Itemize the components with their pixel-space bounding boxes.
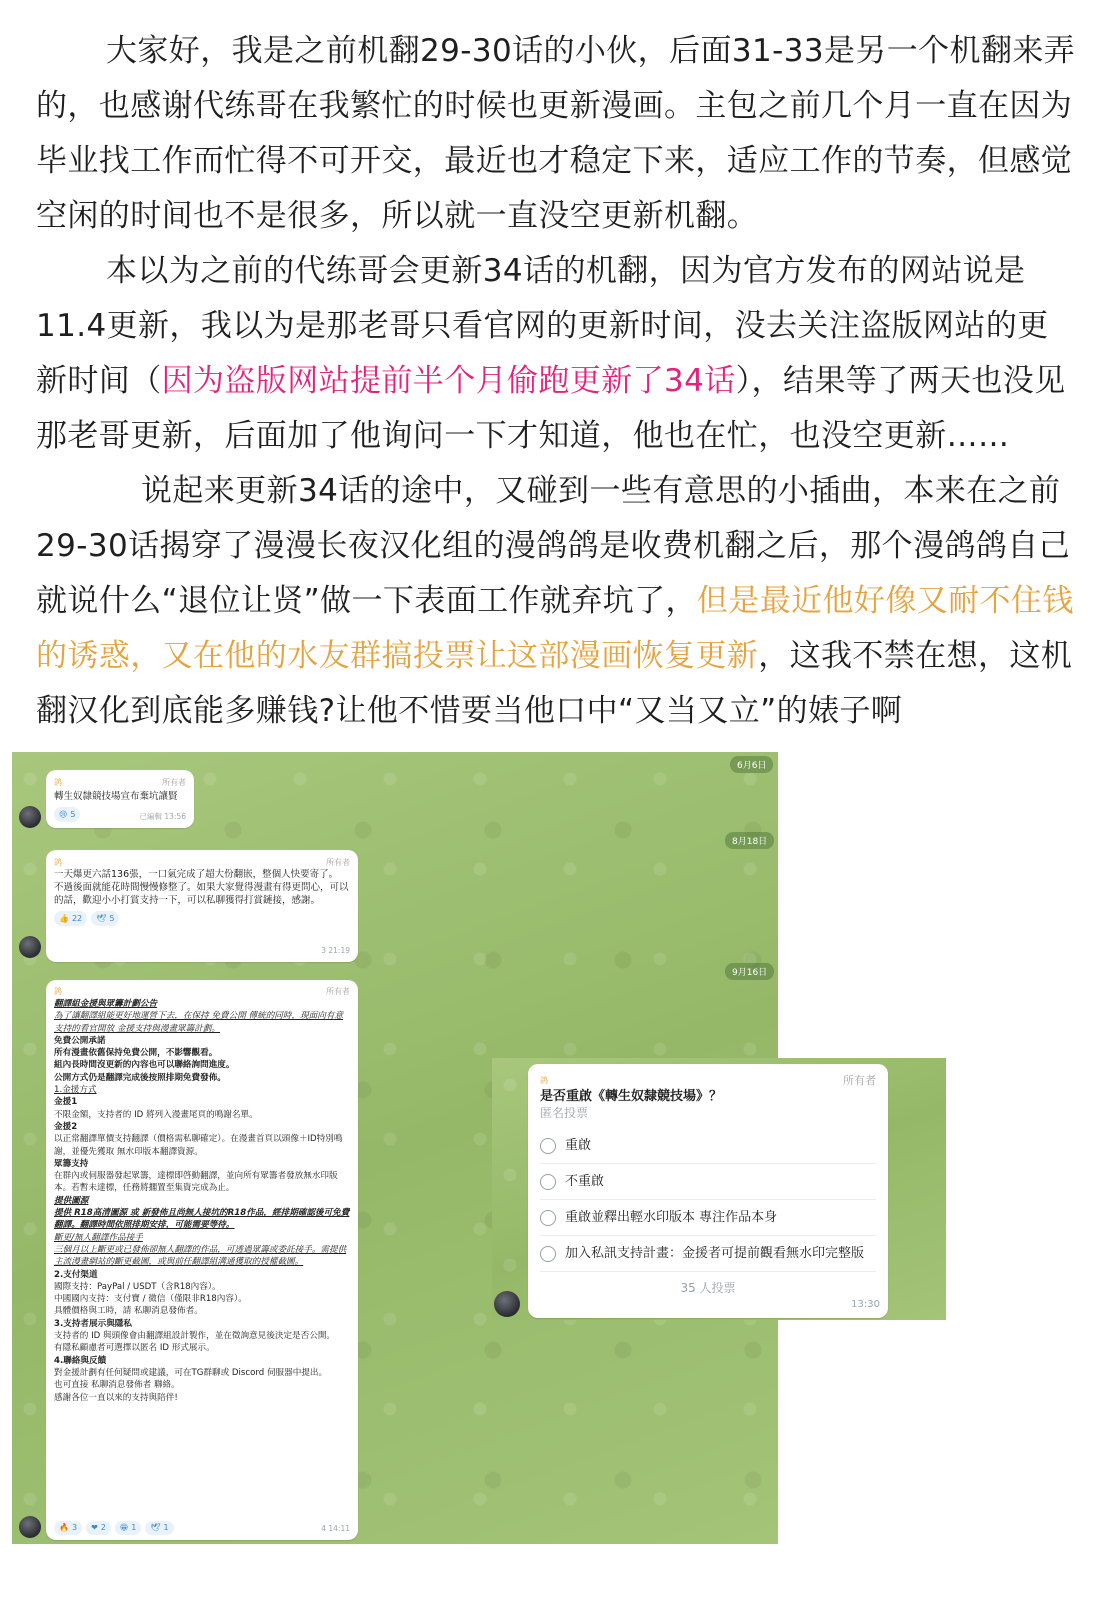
poll-question: 是否重啟《轉生奴隸競技場》？ [540, 1089, 723, 1104]
reaction-chip[interactable]: 😁 1 [115, 1521, 141, 1535]
radio-button[interactable] [540, 1174, 556, 1190]
reaction-chip[interactable]: 🕊 1 [145, 1521, 173, 1535]
reaction-chip[interactable]: ❤ 2 [86, 1521, 111, 1535]
poll-bubble[interactable] [528, 1064, 888, 1318]
reaction-chip[interactable]: 😢 5 [54, 807, 80, 822]
paragraph-2: 本以为之前的代练哥会更新34话的机翻，因为官方发布的网站说是11.4更新，我以为是那老哥只看官网的更新时间，没去关注盗版网站的更新时间（因为盗版网站提前半个月偷跑更新了34话），结果等了两天也没见那老哥更新，后面加了他询问一下才知道，他也在忙，也没空更新…… [36, 253, 1066, 454]
sender-name[interactable]: 鸽 [54, 778, 62, 787]
poll-option[interactable]: 重啟 [540, 1128, 876, 1164]
announcement-text: 翻譯組金援與眾籌計劃公告 為了讓翻譯組能更好地運營下去，在保持 免費公開 傳統的同時，現面向有意支持的看官開放 金援支持與漫畫眾籌計劃。 免費公開承諾 所有漫畫依舊保持免費公開，不影響觀看。 組內長時間沒更新的內容也可以聯絡詢問進度。 公開方式仍是翻譯完成後按照排期免費發佈。 1.金援方式 金援1 不限金額，支持者的 ID 將列入漫畫尾頁的鳴謝名單。 金援2 以正常翻譯單價支持翻譯（價格需私聊確定）。在漫畫首頁以頭像＋ID特別鳴謝，並優先獲取 無水印版本翻譯資源。 眾籌支持 在群內或伺服器發起眾籌，達標即啓動翻譯，並向所有眾籌者發放無水印版本。若暫未達標，任務將擱置至集資完成為止。 提供圖源 提供 R18高清圖源 或 新發佈且尚無人接坑的R18作品，經排期確認後可免費翻譯。翻譯時間依照排期安排，可能需要等待。 斷更/無人翻譯作品接手 三個月以上斷更或已發佈卻無人翻譯的作品，可透過眾籌或委託接手。需提供主流漫畫網站的斷更截圖，或與前任翻譯組溝通獲取的授權截圖。 2.支付渠道 國際支持：PayPal / USDT（含R18內容）。 中國國內支持：支付寶 / 微信（僅限非R18內容）。 具體價格與工時，請 私聊消息發佈者。 3.支持者展示與隱私 支持者的 ID 與頭像會由翻譯組設計製作，並在徵詢意見後決定是否公開。 有隱私顧慮者可選擇以匿名 ID 形式展示。 4.聯絡與反饋 對金援計劃有任何疑問或建議，可在TG群聊或 Discord 伺服器中提出。 也可直接 私聊消息發佈者 聯絡。 感謝各位一直以來的支持與陪伴! [54, 999, 350, 1403]
role-label: 所有者 [326, 987, 350, 996]
message-meta: 4 14:11 [321, 1523, 350, 1533]
highlight-pink: 因为盗版网站提前半个月偷跑更新了34话 [161, 363, 736, 399]
reaction-chip[interactable]: 👍 22 [54, 911, 87, 926]
message-bubble[interactable] [46, 770, 194, 828]
telegram-poll-screenshot [492, 1058, 946, 1320]
radio-button[interactable] [540, 1246, 556, 1262]
message-bubble[interactable] [46, 980, 358, 1540]
poll-time: 13:30 [851, 1299, 880, 1310]
radio-button[interactable] [540, 1210, 556, 1226]
message-bubble[interactable] [46, 850, 358, 962]
poll-option[interactable]: 不重啟 [540, 1164, 876, 1200]
radio-button[interactable] [540, 1138, 556, 1154]
vote-count[interactable]: 35 人投票 [680, 1281, 736, 1295]
sender-name[interactable]: 鸽 [540, 1076, 548, 1085]
message-meta: 已編輯 13:56 [139, 812, 186, 821]
reaction-chip[interactable]: 🔥 3 [54, 1521, 82, 1535]
role-label: 所有者 [326, 858, 350, 867]
paragraph-1: 大家好，我是之前机翻29-30话的小伙，后面31-33是另一个机翻来弄的，也感谢代练哥在我繁忙的时候也更新漫画。主包之前几个月一直在因为毕业找工作而忙得不可开交，最近也才稳定下来，适应工作的节奏，但感觉空闲的时间也不是很多，所以就一直没空更新机翻。 [36, 33, 1076, 234]
avatar[interactable] [494, 1291, 520, 1317]
role-label: 所有者 [843, 1074, 876, 1087]
sender-name[interactable]: 鸽 [54, 987, 62, 996]
reaction-chip[interactable]: 🕊 5 [91, 911, 119, 926]
role-label: 所有者 [162, 778, 186, 787]
date-chip: 8月18日 [725, 832, 774, 849]
message-text: 轉生奴隸競技場宣布棄坑讓賢 [54, 791, 178, 802]
avatar[interactable] [19, 806, 41, 828]
avatar[interactable] [19, 936, 41, 958]
message-meta: 3 21:19 [321, 946, 350, 955]
avatar[interactable] [19, 1516, 41, 1538]
article-body [36, 24, 1076, 739]
paragraph-3: 说起来更新34话的途中，又碰到一些有意思的小插曲，本来在之前29-30话揭穿了漫漫长夜汉化组的漫鸽鸽是收费机翻之后，那个漫鸽鸽自己就说什么“退位让贤”做一下表面工作就弃坑了，但是最近他好像又耐不住钱的诱惑，又在他的水友群搞投票让这部漫画恢复更新，这我不禁在想，这机翻汉化到底能多赚钱?让他不惜要当他口中“又当又立”的婊子啊 [36, 473, 1074, 729]
sender-name[interactable]: 鸽 [54, 858, 62, 867]
poll-type: 匿名投票 [540, 1106, 589, 1120]
message-text: 一天爆更六話136張，一口氣完成了超大份翻嵌，整個人快要寄了。 不過後面就能花時間慢慢修整了。如果大家覺得漫畫有得更問心，可以的話，歡迎小小打賞支持一下，可以私聊獲得打賞鏈接，感謝。 [54, 869, 349, 906]
poll-option[interactable]: 重啟並釋出輕水印版本 專注作品本身 [540, 1200, 876, 1236]
poll-option[interactable]: 加入私訊支持計畫：金援者可提前觀看無水印完整版 [540, 1236, 876, 1272]
date-chip: 9月16日 [725, 963, 774, 980]
date-chip: 6月6日 [730, 756, 773, 773]
highlight-gold: 但是最近他好像又耐不住钱的诱惑，又在他的水友群搞投票让这部漫画恢复更新 [36, 583, 1074, 674]
